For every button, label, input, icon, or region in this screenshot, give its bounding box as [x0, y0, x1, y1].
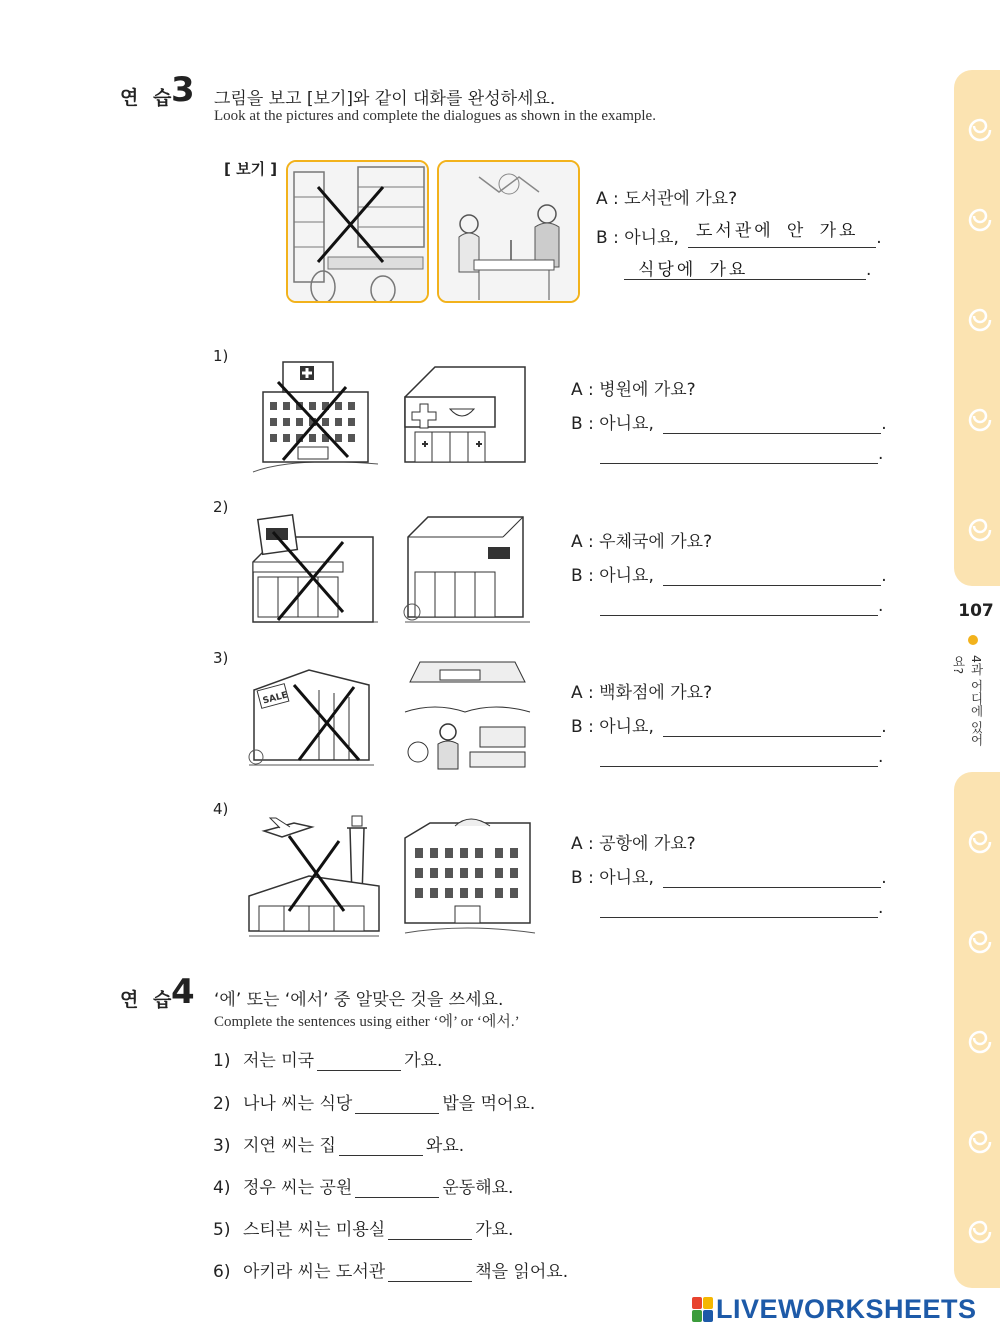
item-4-answer-field-1[interactable] — [663, 870, 881, 888]
example-line-2: . — [624, 260, 871, 280]
item-1-a-line: A : 병원에 가요? — [571, 380, 696, 400]
section4-answer-field-2[interactable] — [355, 1096, 439, 1114]
example-a-line: A : 도서관에 가요? — [596, 189, 738, 209]
chapter-title: 4과 어디에 있어요? — [951, 655, 984, 746]
section3-label: 연 습 — [120, 87, 176, 109]
section4-item: 2) 나나 씨는 식당 밥을 먹어요. — [213, 1094, 536, 1114]
example-b-prefix: B : 아니요, — [596, 228, 679, 248]
item-2-line-2: . — [600, 596, 883, 616]
section4-item: 5) 스티븐 씨는 미용실 가요. — [213, 1220, 514, 1240]
section4-answer-field-6[interactable] — [388, 1264, 472, 1282]
section3-instruction-ko: 그림을 보고 [보기]와 같이 대화를 완성하세요. — [214, 89, 556, 109]
item-4-answer-field-2[interactable] — [600, 900, 878, 918]
section4-item: 3) 지연 씨는 집 와요. — [213, 1136, 465, 1156]
item-4-line-2: . — [600, 898, 883, 918]
item-3-number: 3) — [213, 649, 229, 667]
section4-answer-field-3[interactable] — [339, 1138, 423, 1156]
item-2-answer-field-2[interactable] — [600, 598, 878, 616]
section4-item: 1) 저는 미국 가요. — [213, 1051, 443, 1071]
section4-instruction-ko: ‘에’ 또는 ‘에서’ 중 알맞은 것을 쓰세요. — [214, 990, 504, 1010]
example-answer-2: 식당에 가요 — [638, 260, 749, 280]
section3-instruction-en: Look at the pictures and complete the dialogues as shown in the example. — [214, 108, 656, 124]
item-1-answer-field-2[interactable] — [600, 446, 878, 464]
item-3-b-line: B : 아니요, . — [571, 717, 887, 737]
side-tab-decoration — [954, 772, 1000, 1288]
item-1-b-line: B : 아니요, . — [571, 414, 887, 434]
item-1-line-2: . — [600, 444, 883, 464]
item-2-number: 2) — [213, 498, 229, 516]
building-picture — [400, 512, 535, 631]
department-store-picture — [244, 665, 379, 774]
item-2-a-line: A : 우체국에 가요? — [571, 532, 713, 552]
svg-text:SALE: SALE — [261, 690, 289, 707]
section4-item: 6) 아키라 씨는 도서관 책을 읽어요. — [213, 1262, 569, 1282]
page-number: 107 — [958, 601, 994, 621]
market-picture — [400, 652, 535, 786]
liveworksheets-brand: LIVEWORKSHEETS — [716, 1294, 977, 1324]
example-tag: [ 보기 ] — [224, 160, 278, 178]
item-3-a-line: A : 백화점에 가요? — [571, 683, 713, 703]
example-b-line: B : 아니요, . — [596, 228, 882, 248]
section4-number: 4 — [171, 972, 195, 1012]
bullet-dot — [968, 635, 978, 645]
item-1-number: 1) — [213, 347, 229, 365]
item-4-a-line: A : 공항에 가요? — [571, 834, 696, 854]
restaurant-picture — [437, 160, 580, 303]
item-4-b-line: B : 아니요, . — [571, 868, 887, 888]
section3-number: 3 — [171, 70, 195, 110]
airport-picture — [244, 806, 384, 945]
section4-answer-field-1[interactable] — [317, 1053, 401, 1071]
section4-label: 연 습 — [120, 989, 176, 1011]
liveworksheets-logo-icon — [692, 1297, 714, 1323]
item-4-number: 4) — [213, 800, 229, 818]
side-tab-decoration — [954, 70, 1000, 586]
library-picture — [286, 160, 429, 303]
item-3-line-2: . — [600, 747, 883, 767]
liveworksheets-footer[interactable] — [692, 1294, 977, 1325]
section4-answer-field-4[interactable] — [355, 1180, 439, 1198]
hotel-picture — [400, 808, 540, 942]
example-answer-1: 도서관에 안 가요 — [696, 221, 859, 241]
item-1-answer-field-1[interactable] — [663, 416, 881, 434]
item-2-answer-field-1[interactable] — [663, 568, 881, 586]
hospital-picture — [248, 352, 383, 481]
item-3-answer-field-1[interactable] — [663, 719, 881, 737]
post-office-picture — [248, 512, 383, 631]
item-3-answer-field-2[interactable] — [600, 749, 878, 767]
section4-item: 4) 정우 씨는 공원 운동해요. — [213, 1178, 514, 1198]
pharmacy-picture — [400, 362, 530, 471]
section4-instruction-en: Complete the sentences using either ‘에’ or ‘에서.’ — [214, 1014, 520, 1030]
section4-answer-field-5[interactable] — [388, 1222, 472, 1240]
item-2-b-line: B : 아니요, . — [571, 566, 887, 586]
